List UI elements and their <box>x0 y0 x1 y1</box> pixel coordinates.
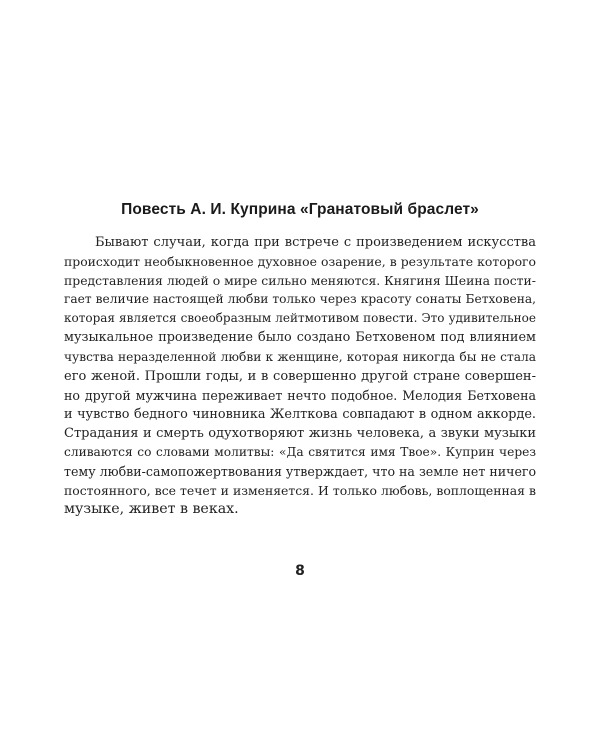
paragraph-line: музыке, живет в веках. <box>64 501 239 518</box>
paragraph-line: музыкальное произведение было создано Бетховеном под влиянием <box>64 330 536 346</box>
paragraph-line: но другой мужчина переживает нечто подобное. Мелодия Бетховена <box>64 387 536 403</box>
paragraph-line: происходит необыкновенное духовное озарение, в результате которого <box>64 254 536 270</box>
paragraph-line: и чувство бедного чиновника Желткова совпадают в одном аккорде. <box>64 406 536 422</box>
paragraph-line: его женой. Прошли годы, и в совершенно другой стране совершен- <box>64 368 536 384</box>
paragraph-line: которая является своеобразным лейтмотивом повести. Это удивительное <box>64 311 536 326</box>
paragraph-line: постоянного, все течет и изменяется. И только любовь, воплощенная в <box>64 483 536 499</box>
paragraph-line: представления людей о мире сильно меняются. Княгиня Шеина пости- <box>64 273 536 289</box>
chapter-heading: Повесть А. И. Куприна «Гранатовый браслет» <box>121 201 479 218</box>
paragraph-line: чувства неразделенной любви к женщине, которая никогда бы не стала <box>64 349 536 364</box>
paragraph-line: тему любви-самопожертвования утверждает, что на земле нет ничего <box>64 464 537 480</box>
paragraph-line: гает величие настоящей любви только через красоту сонаты Бетховена, <box>64 292 536 307</box>
paragraph-line: Страдания и смерть одухотворяют жизнь человека, а звуки музыки <box>64 425 536 441</box>
paragraph-line: Бывают случаи, когда при встрече с произведением искусства <box>95 235 536 250</box>
page-number: 8 <box>295 563 305 579</box>
body-paragraph <box>64 233 536 519</box>
paragraph-line: сливаются со словами молитвы: «Да святится имя Твое». Куприн через <box>64 445 536 460</box>
